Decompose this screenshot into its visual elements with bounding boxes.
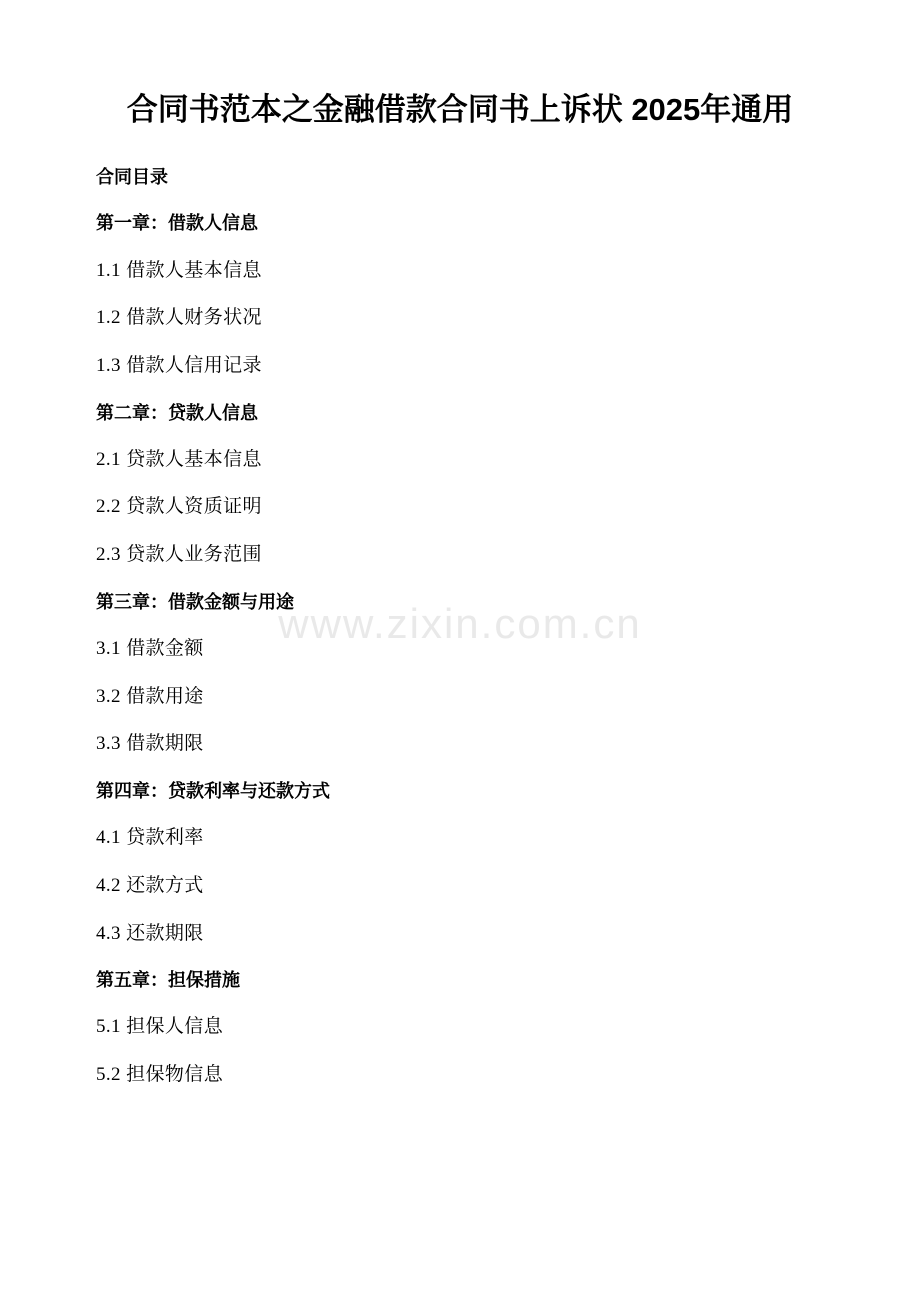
toc-entry: 2.3 贷款人业务范围 [96, 544, 262, 566]
toc-chapter: 第五章：担保措施 [96, 970, 240, 991]
toc-entry: 1.1 借款人基本信息 [96, 259, 262, 281]
toc-entry: 1.2 借款人财务状况 [96, 307, 262, 329]
document-content [96, 88, 824, 1099]
page-title: 合同书范本之金融借款合同书上诉状 2025年通用 [126, 92, 794, 127]
toc-chapter: 第二章：贷款人信息 [96, 402, 258, 423]
toc-entry: 5.1 担保人信息 [96, 1016, 224, 1038]
toc-entry: 3.1 借款金额 [96, 638, 204, 660]
toc-chapter: 第四章：贷款利率与还款方式 [96, 780, 330, 801]
watermark: www.zixin.com.cn [278, 600, 642, 647]
toc-entry: 2.2 贷款人资质证明 [96, 496, 262, 518]
toc-entry: 1.3 借款人信用记录 [96, 354, 262, 376]
toc-heading: 合同目录 [96, 167, 168, 188]
toc-entry: 2.1 贷款人基本信息 [96, 448, 262, 470]
toc-entry: 3.2 借款用途 [96, 685, 204, 707]
toc-chapter: 第一章：借款人信息 [96, 213, 258, 234]
toc-entry: 5.2 担保物信息 [96, 1064, 224, 1086]
toc-entry: 3.3 借款期限 [96, 733, 204, 755]
toc-chapter: 第三章：借款金额与用途 [96, 591, 294, 612]
table-of-contents [96, 200, 824, 1098]
toc-entry: 4.1 贷款利率 [96, 827, 204, 849]
toc-entry: 4.2 还款方式 [96, 874, 204, 896]
toc-entry: 4.3 还款期限 [96, 922, 204, 944]
